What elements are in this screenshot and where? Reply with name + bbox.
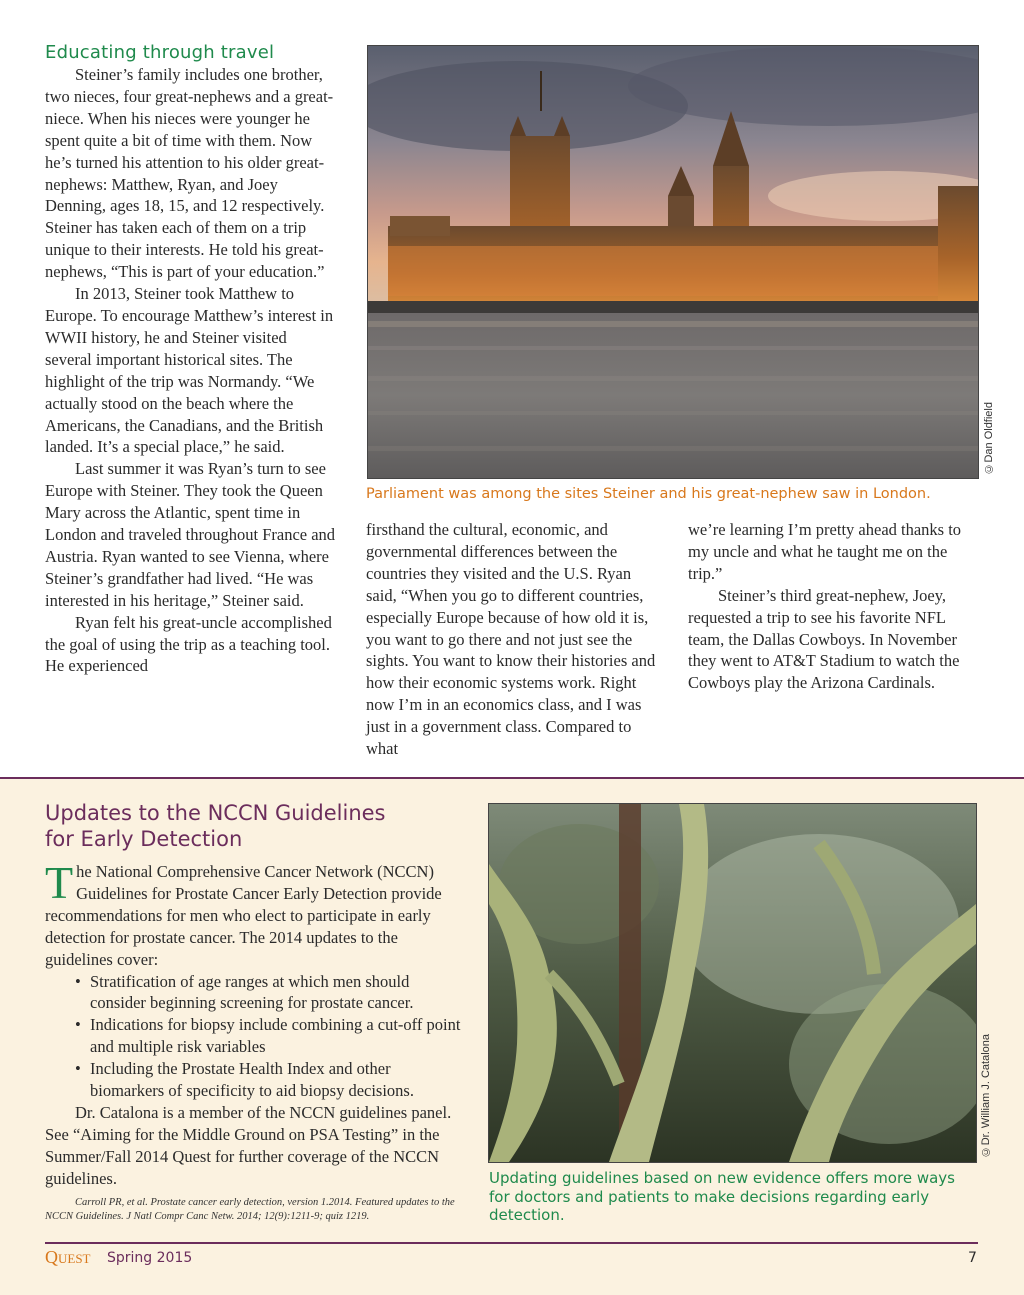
photo-credit: ©Dan Oldfield xyxy=(983,402,995,475)
quest-logo: Quest xyxy=(45,1247,91,1267)
travel-column-3 xyxy=(688,519,978,694)
list-item: • Stratification of age ranges at which men should consider beginning screening for prostate cancer. xyxy=(75,971,465,1015)
paragraph: Ryan felt his great-uncle accomplished the goal of using the trip as a teaching tool. He experienced xyxy=(45,612,332,676)
photo-credit: ©Dr. William J. Catalona xyxy=(980,1034,992,1158)
drop-cap: T xyxy=(45,857,74,908)
list-item: • Including the Prostate Health Index and other biomarkers of specificity to aid biopsy decisions. xyxy=(75,1058,465,1102)
travel-column-1 xyxy=(45,64,337,677)
paragraph: Steiner’s family includes one brother, two nieces, four great-nephews and a great-niece. When his nieces were younger he spent quite a bit of time with them. Now he’s turned his attention to his older great-nephews: Matthew, Ryan, and Joey Denning, ages 18, 15, and 12 respectively. Steiner has taken each of them on a trip unique to their interests. He told his great-nephews, “This is part of your education.” xyxy=(45,65,334,282)
issue-label: Spring 2015 xyxy=(107,1250,193,1266)
nccn-heading xyxy=(45,800,386,852)
list-item: • Indications for biopsy include combining a cut-off point and multiple risk variables xyxy=(75,1014,465,1058)
travel-heading: Educating through travel xyxy=(45,42,275,63)
nccn-bullet-list xyxy=(45,971,465,1102)
nccn-heading-line-1: Updates to the NCCN Guidelines xyxy=(45,801,386,825)
page-number: 7 xyxy=(968,1250,977,1266)
tree-illustration xyxy=(489,804,976,1162)
travel-column-2 xyxy=(366,519,661,760)
parliament-photo xyxy=(367,45,979,479)
nccn-heading-line-2: for Early Detection xyxy=(45,827,243,851)
parliament-illustration xyxy=(368,46,978,478)
nccn-closing: Dr. Catalona is a member of the NCCN guidelines panel. See “Aiming for the Middle Ground on PSA Testing” in the Summer/Fall 2014 Quest for further coverage of the NCCN guidelines. xyxy=(45,1102,452,1188)
paragraph: In 2013, Steiner took Matthew to Europe. To encourage Matthew’s interest in WWII history, he and Steiner visited several important historical sites. The highlight of the trip was Normandy. “We actually stood on the beach where the Americans, the Canadians, and the British landed. It’s a special place,” he said. xyxy=(45,284,334,457)
parliament-caption: Parliament was among the sites Steiner and his great-nephew saw in London. xyxy=(366,486,931,502)
section-divider xyxy=(0,777,1024,779)
tree-caption: Updating guidelines based on new evidence offers more ways for doctors and patients to make decisions regarding early detection. xyxy=(489,1169,955,1224)
tree-photo xyxy=(488,803,977,1163)
nccn-intro: he National Comprehensive Cancer Network (NCCN) Guidelines for Prostate Cancer Early Detection provide recommendations for men who elect to participate in early detection for prostate cancer. The 2014 updates to the guidelines cover: xyxy=(45,862,442,969)
nccn-reference: Carroll PR, et al. Prostate cancer early detection, version 1.2014. Featured updates to the NCCN Guidelines. J Natl Compr Canc Netw. 2014; 12(9):1211-9; quiz 1219. xyxy=(45,1196,455,1222)
paragraph: Steiner’s third great-nephew, Joey, requested a trip to see his favorite NFL team, the Dallas Cowboys. In November they went to AT&T Stadium to watch the Cowboys play the Arizona Cardinals. xyxy=(688,585,960,693)
paragraph: we’re learning I’m pretty ahead thanks to my uncle and what he taught me on the trip.” xyxy=(688,520,962,583)
paragraph: firsthand the cultural, economic, and governmental differences between the countries they visited and the U.S. Ryan said, “When you go to different countries, especially Europe because of how old it is, you want to go there and not just see the sights. You want to know their histories and how their economic systems work. Right now I’m in an economics class, and I was just in a government class. Compared to what xyxy=(366,520,656,759)
paragraph: Last summer it was Ryan’s turn to see Europe with Steiner. They took the Queen Mary across the Atlantic, spent time in London and traveled throughout France and Austria. Ryan wanted to see Vienna, where Steiner’s grandfather had lived. “He was interested in his heritage,” Steiner said. xyxy=(45,459,336,610)
footer-rule xyxy=(45,1242,978,1244)
nccn-body xyxy=(45,857,465,1224)
